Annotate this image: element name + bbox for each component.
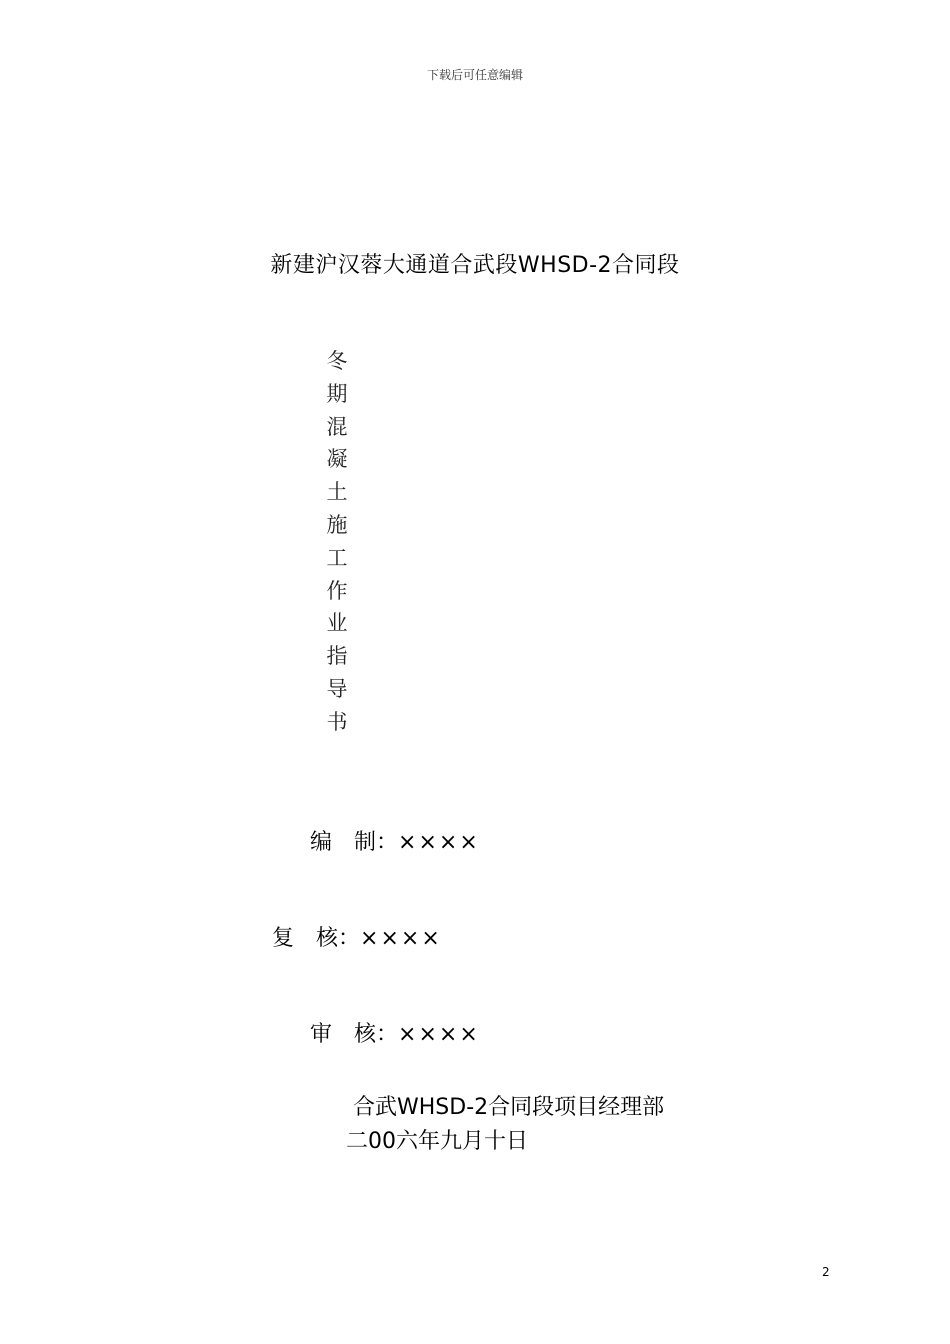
document-title-char: 工 xyxy=(326,545,348,570)
auditor-line xyxy=(296,992,480,1048)
project-title: 新建沪汉蓉大通道合武段WHSD-2合同段 xyxy=(270,253,680,278)
document-title-char: 作 xyxy=(326,578,348,603)
document-title-vertical xyxy=(322,345,352,739)
document-title-char: 期 xyxy=(326,381,348,406)
header-note: 下载后可任意编辑 xyxy=(426,68,523,82)
document-title-char: 冬 xyxy=(326,349,348,373)
document-title-char: 指 xyxy=(326,644,348,669)
document-title-char: 土 xyxy=(326,480,348,505)
reviewer-line xyxy=(258,896,442,952)
document-title-char: 混 xyxy=(326,414,348,439)
reviewer-value: ×××× xyxy=(360,926,442,951)
auditor-value: ×××× xyxy=(398,1022,480,1047)
reviewer-label: 复 核： xyxy=(272,926,361,951)
compiler-value: ×××× xyxy=(398,830,480,855)
organization: 合武WHSD-2合同段项目经理部 xyxy=(353,1095,665,1120)
compiler-label: 编 制： xyxy=(310,830,399,855)
compiler-line xyxy=(296,800,480,856)
page-number: 2 xyxy=(822,1265,830,1279)
document-title-char: 业 xyxy=(326,611,348,636)
document-title-char: 施 xyxy=(326,512,348,537)
document-title-char: 书 xyxy=(326,709,348,734)
document-title-char: 凝 xyxy=(326,447,348,472)
auditor-label: 审 核： xyxy=(310,1022,399,1047)
document-title-char: 导 xyxy=(326,676,348,701)
document-date: 二00六年九月十日 xyxy=(346,1129,528,1154)
